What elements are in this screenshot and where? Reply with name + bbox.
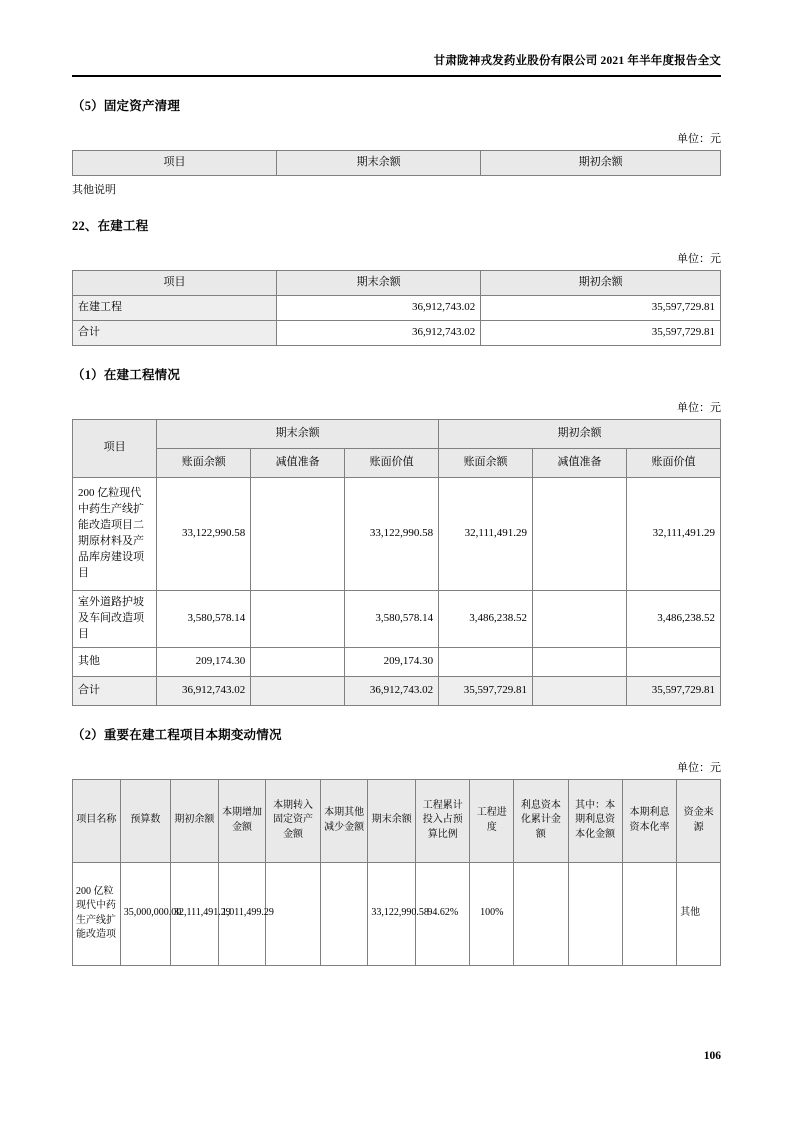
table-row — [73, 590, 721, 647]
col-beginning-balance: 期初余额 — [171, 779, 219, 862]
col-beginning-balance-group: 期初余额 — [439, 419, 721, 448]
cell-book-balance-begin: 32,111,491.29 — [439, 477, 533, 590]
cell-book-balance-end: 33,122,990.58 — [157, 477, 251, 590]
cell-book-value-begin — [627, 647, 721, 676]
cell-item: 合计 — [73, 320, 277, 345]
cell-ending-balance: 36,912,743.02 — [277, 320, 481, 345]
cell-book-value-begin: 35,597,729.81 — [627, 676, 721, 705]
col-ending-balance: 期末余额 — [277, 270, 481, 295]
table-fixed-asset-disposal — [72, 150, 721, 176]
cell-item: 在建工程 — [73, 295, 277, 320]
cell-project-name: 其他 — [73, 647, 157, 676]
table-header-row — [73, 151, 721, 176]
cell-project-name: 200 亿粒现代中药生产线扩能改造项 — [73, 862, 121, 965]
page-number: 106 — [703, 1050, 721, 1062]
col-other-decrease: 本期其他减少金额 — [320, 779, 368, 862]
cell-cumulative-investment-ratio: 94.62% — [416, 862, 470, 965]
other-explanation-note: 其他说明 — [72, 183, 116, 196]
cell-book-balance-end: 3,580,578.14 — [157, 590, 251, 647]
table-header-row — [73, 779, 721, 862]
unit-label-s22-1: 单位：元 — [677, 401, 721, 414]
table-header-row — [73, 270, 721, 295]
table-row-total — [73, 676, 721, 705]
col-book-balance-end: 账面余额 — [157, 448, 251, 477]
table-cip-changes — [72, 779, 721, 966]
cell-beginning-balance: 35,597,729.81 — [481, 295, 721, 320]
cell-ending-balance: 33,122,990.58 — [368, 862, 416, 965]
table-row — [73, 477, 721, 590]
header-title: 甘肃陇神戎发药业股份有限公司 2021 年半年度报告全文 — [433, 55, 721, 67]
cell-impairment-end — [251, 676, 345, 705]
col-ending-balance-group: 期末余额 — [157, 419, 439, 448]
table-subheader-row — [73, 448, 721, 477]
col-impairment-begin: 减值准备 — [533, 448, 627, 477]
col-transfer-to-fixed-assets: 本期转入固定资产金额 — [266, 779, 320, 862]
table-row — [73, 862, 721, 965]
section-title-construction-in-progress: 22、在建工程 — [72, 218, 149, 233]
header-divider — [72, 75, 721, 77]
cell-increase-current: 1,011,499.29 — [218, 862, 266, 965]
cell-transfer-to-fixed-assets — [266, 862, 320, 965]
cell-capitalized-interest-current — [568, 862, 622, 965]
section-title-cip-details: （1）在建工程情况 — [72, 367, 181, 382]
cell-funding-source: 其他 — [677, 862, 721, 965]
cell-book-balance-end: 36,912,743.02 — [157, 676, 251, 705]
cell-progress: 100% — [470, 862, 514, 965]
col-capitalized-interest-total: 利息资本化累计金额 — [514, 779, 568, 862]
col-funding-source: 资金来源 — [677, 779, 721, 862]
col-capitalization-rate: 本期利息资本化率 — [622, 779, 676, 862]
col-increase-current: 本期增加金额 — [218, 779, 266, 862]
cell-budget: 35,000,000.00 — [120, 862, 170, 965]
cell-book-balance-begin — [439, 647, 533, 676]
cell-impairment-begin — [533, 676, 627, 705]
section-title-fixed-asset-disposal: （5）固定资产清理 — [72, 99, 181, 113]
col-project-name: 项目名称 — [73, 779, 121, 862]
col-capitalized-interest-current: 其中：本期利息资本化金额 — [568, 779, 622, 862]
cell-book-value-begin: 3,486,238.52 — [627, 590, 721, 647]
cell-project-name: 合计 — [73, 676, 157, 705]
cell-impairment-begin — [533, 590, 627, 647]
cell-book-value-end: 209,174.30 — [345, 647, 439, 676]
cell-other-decrease — [320, 862, 368, 965]
cell-book-value-end: 33,122,990.58 — [345, 477, 439, 590]
col-ending-balance: 期末余额 — [368, 779, 416, 862]
cell-beginning-balance: 35,597,729.81 — [481, 320, 721, 345]
cell-book-balance-begin: 3,486,238.52 — [439, 590, 533, 647]
table-header-row — [73, 419, 721, 448]
col-impairment-end: 减值准备 — [251, 448, 345, 477]
cell-project-name: 200 亿粒现代中药生产线扩能改造项目二期原材料及产品库房建设项目 — [73, 477, 157, 590]
col-book-value-begin: 账面价值 — [627, 448, 721, 477]
col-item: 项目 — [73, 419, 157, 477]
cell-ending-balance: 36,912,743.02 — [277, 295, 481, 320]
cell-book-value-end: 3,580,578.14 — [345, 590, 439, 647]
cell-beginning-balance: 32,111,491.29 — [171, 862, 219, 965]
cell-capitalization-rate — [622, 862, 676, 965]
table-construction-in-progress — [72, 270, 721, 346]
cell-project-name: 室外道路护坡及车间改造项目 — [73, 590, 157, 647]
col-progress: 工程进度 — [470, 779, 514, 862]
cell-impairment-end — [251, 590, 345, 647]
cell-book-balance-end: 209,174.30 — [157, 647, 251, 676]
section-title-cip-changes: （2）重要在建工程项目本期变动情况 — [72, 727, 282, 742]
col-item: 项目 — [73, 151, 277, 176]
cell-impairment-end — [251, 477, 345, 590]
unit-label-s22-2: 单位：元 — [677, 761, 721, 774]
col-cumulative-investment-ratio: 工程累计投入占预算比例 — [416, 779, 470, 862]
col-book-value-end: 账面价值 — [345, 448, 439, 477]
table-row — [73, 295, 721, 320]
table-row — [73, 320, 721, 345]
cell-book-value-end: 36,912,743.02 — [345, 676, 439, 705]
cell-book-value-begin: 32,111,491.29 — [627, 477, 721, 590]
col-ending-balance: 期末余额 — [277, 151, 481, 176]
cell-impairment-end — [251, 647, 345, 676]
unit-label-s22: 单位：元 — [677, 252, 721, 265]
table-row — [73, 647, 721, 676]
cell-book-balance-begin: 35,597,729.81 — [439, 676, 533, 705]
unit-label-s5: 单位：元 — [677, 133, 721, 145]
col-beginning-balance: 期初余额 — [481, 151, 721, 176]
col-book-balance-begin: 账面余额 — [439, 448, 533, 477]
col-item: 项目 — [73, 270, 277, 295]
col-beginning-balance: 期初余额 — [481, 270, 721, 295]
cell-impairment-begin — [533, 647, 627, 676]
table-cip-details — [72, 419, 721, 706]
col-budget: 预算数 — [120, 779, 170, 862]
cell-impairment-begin — [533, 477, 627, 590]
cell-capitalized-interest-total — [514, 862, 568, 965]
page-header — [72, 0, 721, 68]
